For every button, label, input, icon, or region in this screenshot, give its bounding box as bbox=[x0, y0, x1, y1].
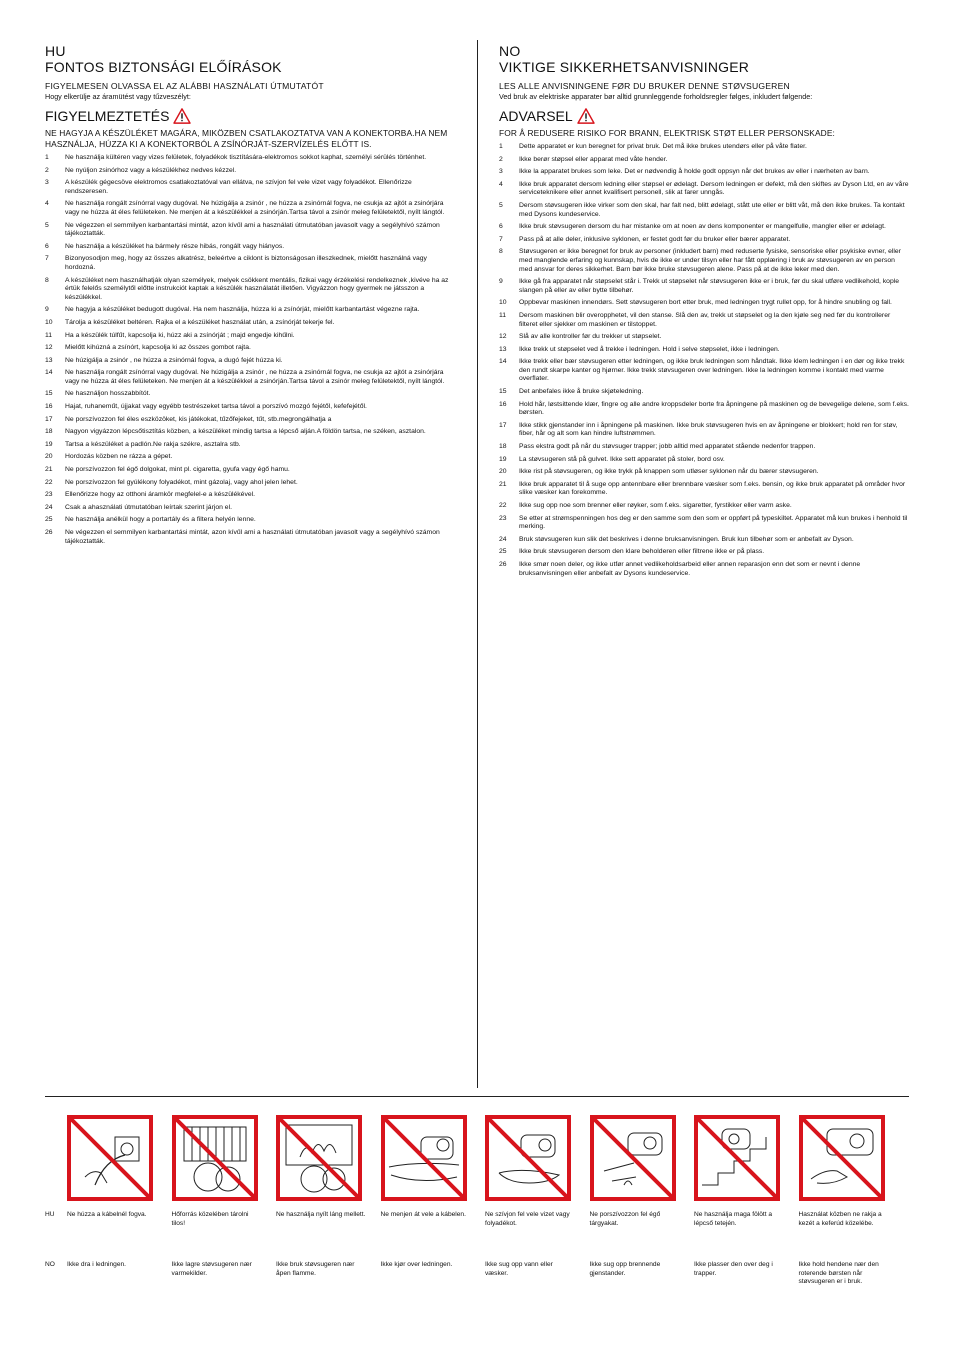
item-text: Bizonyosodjon meg, hogy az összes alkatrész, beleértve a ciklont is biztonságosan illeszkednek, mielőtt használná vagy hordozná. bbox=[65, 255, 427, 271]
item-number: 18 bbox=[45, 428, 53, 436]
item-text: Ikke rist på støvsugeren, og ikke trykk på knappen som utløser syklonen når du bærer støvsugeren. bbox=[519, 468, 819, 476]
list-item bbox=[45, 516, 455, 525]
list-item bbox=[499, 143, 909, 152]
item-number: 4 bbox=[499, 180, 503, 188]
pictogram-caption-no: Ikke lagre støvsugeren nær varmekilder. bbox=[171, 1261, 252, 1277]
item-number: 14 bbox=[45, 369, 53, 377]
list-item bbox=[45, 255, 455, 272]
item-number: 20 bbox=[45, 453, 53, 461]
item-text: Ne végezzen el semmilyen karbantartási mintát, azon kívűl ami a használati útmutatóban javasolt vagy a segélyhívó számon tájékoztatták. bbox=[65, 221, 440, 238]
list-item bbox=[45, 344, 455, 353]
item-number: 16 bbox=[45, 403, 53, 411]
item-text: Hold hår, løstsittende klær, fingre og alle andre kroppsdeler borte fra åpningene på maskinen og de bevegelige delene, som f.eks. børsten. bbox=[519, 400, 909, 417]
burning-objects-icon bbox=[590, 1115, 676, 1201]
item-number: 17 bbox=[45, 415, 53, 423]
item-text: Se etter at strømspenningen hos deg er den samme som den som er oppført på typeskiltet. Apparatet må kun brukes i henhold til merking. bbox=[519, 514, 908, 531]
unplug-by-cord-icon bbox=[67, 1115, 153, 1201]
list-item bbox=[499, 168, 909, 177]
pictogram-caption-hu: Ne szívjon fel vele vizet vagy folyadékot. bbox=[485, 1211, 570, 1227]
item-text: Støvsugeren er ikke beregnet for bruk av personer (inkludert barn) med reduserte fysiske, sensoriske eller psykiske evner, eller med manglende erfaring og kunnskap, hvis de ikke er under tilsyn eller har fått opplæring i bruk av støvsugeren av en person med ansvar for deres sikkerhet. Barn bør ikke bruke støvsugeren alene. Pass på at de ikke leker med den. bbox=[519, 248, 901, 273]
item-number: 11 bbox=[45, 331, 53, 339]
list-item bbox=[45, 479, 455, 488]
item-number: 3 bbox=[499, 168, 503, 176]
item-number: 7 bbox=[499, 235, 503, 243]
item-text: Ellenőrizze hogy az otthoni áramkör megfelel-e a készülékével. bbox=[65, 491, 256, 499]
pictogram-caption-hu: Ne húzza a kábelnél fogva. bbox=[67, 1211, 147, 1218]
item-text: Ikke smør noen deler, og ikke utfør annet vedlikeholdsarbeid eller annen reparasjon enn det som er nevnt i denne bruksanvisningen eller anbefalt av Dysons kundeservice. bbox=[519, 560, 861, 577]
heat-source-icon bbox=[172, 1115, 258, 1201]
list-item bbox=[45, 167, 455, 176]
item-text: Ha a készülék túlfűt, kapcsolja ki, húzz aki a zsínórját ; majd engedje kihűlni. bbox=[65, 331, 295, 339]
item-number: 21 bbox=[45, 466, 53, 474]
item-text: Csak a ahasználati útmutatóban leírtak szerint járjon el. bbox=[65, 503, 232, 511]
item-text: Tárolja a készüléket beltéren. Rajka el a készüléket használat után, a zsínórját tekerje fel. bbox=[65, 318, 335, 326]
hu-section bbox=[45, 44, 455, 550]
list-item bbox=[45, 441, 455, 450]
item-number: 20 bbox=[499, 468, 507, 476]
warning-heading bbox=[45, 108, 455, 124]
list-item bbox=[45, 428, 455, 437]
pictogram-caption-no: Ikke kjør over ledningen. bbox=[380, 1261, 453, 1268]
pictogram-hu-label: HU bbox=[45, 1211, 55, 1218]
item-text: Ikke berør støpsel eller apparat med våte hender. bbox=[519, 155, 668, 163]
item-number: 16 bbox=[499, 400, 507, 408]
item-text: Ne használja kültéren vagy vizes felületek, folyadékok tisztítására-elektromos sokkot kaphat, személyi sérülés történhet. bbox=[65, 154, 427, 161]
list-item bbox=[499, 181, 909, 198]
item-text: Ikke trekk ut støpselet ved å trekke i ledningen. Hold i selve støpselet, ikke i ledningen. bbox=[519, 345, 780, 353]
list-item bbox=[499, 443, 909, 452]
list-item bbox=[45, 306, 455, 315]
list-item bbox=[499, 481, 909, 498]
item-number: 1 bbox=[45, 154, 49, 161]
item-number: 5 bbox=[45, 221, 49, 229]
item-number: 12 bbox=[499, 333, 507, 341]
item-number: 5 bbox=[499, 201, 503, 209]
pictogram-caption-no: Ikke plasser den over deg i trapper. bbox=[694, 1261, 773, 1277]
item-text: La støvsugeren stå på gulvet. Ikke sett apparatet på stoler, bord osv. bbox=[519, 455, 725, 463]
list-item bbox=[45, 222, 455, 239]
list-item bbox=[499, 236, 909, 245]
list-item bbox=[499, 223, 909, 232]
item-text: Dersom støvsugeren ikke virker som den skal, har falt ned, blitt ødelagt, stått ute eller er blitt våt, må den ikke brukes. Ta kontakt med Dysons kundeservice. bbox=[519, 201, 905, 218]
item-text: Dersom maskinen blir overopphetet, vil den stanse. Slå den av, trekk ut støpselet og la den kjøle seg ned før du kontrollerer filteret eller sjekker om maskinen er tilstoppet. bbox=[519, 311, 891, 328]
list-item bbox=[45, 390, 455, 399]
item-number: 24 bbox=[45, 503, 53, 511]
warning-label: ADVARSEL bbox=[499, 108, 573, 124]
pictogram-caption-hu: Ne porszívozzon fel égő tárgyakat. bbox=[589, 1211, 661, 1227]
section-subtitle: FIGYELMESEN OLVASSA EL AZ ALÁBBI HASZNÁLATI ÚTMUTATÓT bbox=[45, 81, 324, 91]
item-text: Dette apparatet er kun beregnet for privat bruk. Det må ikke brukes utendørs eller på våte flater. bbox=[519, 143, 807, 150]
list-item bbox=[499, 536, 909, 545]
list-item bbox=[45, 332, 455, 341]
list-item bbox=[499, 248, 909, 274]
item-text: Ikke gå fra apparatet når støpselet står i. Trekk ut støpselet når støvsugeren ikke er i bruk, før du skal utføre vedlikehold, kople slangen på eller av eller bytte tilbehør. bbox=[519, 278, 900, 294]
item-text: Ikke bruk apparatet dersom ledning eller støpsel er ødelagt. Dersom ledningen er defekt, må den skiftes av Dyson Ltd, en av våre serviceteknikere eller annet kvalifisert personell, slik at farer unngås. bbox=[519, 180, 909, 197]
warning-label: FIGYELMEZTETÉS bbox=[45, 108, 170, 124]
pictogram-caption-hu: Hőforrás közelében tárolni tilos! bbox=[171, 1211, 249, 1227]
item-text: Ne használja anélkül hogy a portartály és a filtera helyén lenne. bbox=[65, 516, 256, 524]
warning-text: NE HAGYJA A KÉSZÜLÉKET MAGÁRA, MIKÖZBEN CSATLAKOZTATVA VAN A KONEKTORBA.HA NEM HASZNÁLJA, HÚZZA KI A KONEKTORBÓL A ZSÍNÓRJÁT-SZERVÍZELÉS ELŐTT IS. bbox=[45, 128, 448, 149]
pictogram-no-label: NO bbox=[45, 1261, 55, 1268]
item-number: 7 bbox=[45, 255, 49, 263]
item-text: Oppbevar maskinen innendørs. Sett støvsugeren bort etter bruk, med ledningen trygt rullet opp, for å hindre snubling og fall. bbox=[519, 299, 892, 307]
list-item bbox=[499, 548, 909, 557]
item-text: Tartsa a készüléket a padlón.Ne rakja székre, asztalra stb. bbox=[65, 440, 241, 448]
open-flame-icon bbox=[276, 1115, 362, 1201]
list-item bbox=[499, 358, 909, 384]
list-item bbox=[499, 346, 909, 355]
item-number: 13 bbox=[499, 345, 507, 353]
item-text: Ne használja rongált zsínórral vagy dugóval. Ne húzigálja a zsinór , ne húzza a zsinórnál fogva, ne csukja az ajtót a zsinórjára vagy ne húzza át éles felületeken. Ne menjen át a készülékkel a zsinórján.Tartsa távol a zsinór meleg felületektől, nyílt lángtól. bbox=[65, 369, 445, 385]
item-number: 15 bbox=[499, 388, 507, 396]
item-text: Bruk støvsugeren kun slik det beskrives i denne bruksanvisningen. Bruk kun tilbehør som er anbefalt av Dyson. bbox=[519, 535, 854, 543]
rotating-brush-hand-icon bbox=[799, 1115, 885, 1201]
list-item bbox=[45, 243, 455, 252]
list-item bbox=[45, 529, 455, 546]
item-number: 8 bbox=[45, 276, 49, 284]
pictogram-caption-no: Ikke sug opp brennende gjenstander. bbox=[589, 1261, 661, 1277]
item-text: Ne porszívozzon fel gyúlékony folyadékot, mint gázolaj, vagy ahol jelen lehet. bbox=[65, 478, 298, 486]
list-item bbox=[499, 278, 909, 295]
item-text: Ne használja rongált zsínórral vagy dugóval. Ne húzigálja a zsinór , ne húzza a zsinórnál fogva, ne csukja az ajtót a zsinórjára vagy ne húzza át éles felületeken. Ne menjen át a készülékkel a zsinórján.Tartsa távol a zsinór meleg felületektől, nyílt lángtól. bbox=[65, 200, 445, 216]
list-item bbox=[45, 277, 455, 303]
item-text: Slå av alle kontroller før du trekker ut støpselet. bbox=[519, 333, 662, 341]
item-text: Pass på at alle deler, inklusive syklonen, er festet godt før du bruker eller bærer apparatet. bbox=[519, 235, 791, 243]
item-text: Ikke sug opp noe som brenner eller røyker, som f.eks. sigaretter, fyrstikker eller varm aske. bbox=[519, 502, 792, 509]
list-item bbox=[45, 319, 455, 328]
list-item bbox=[499, 561, 909, 578]
warning-triangle-icon bbox=[577, 108, 595, 124]
pictogram-caption-no: Ikke sug opp vann eller væsker. bbox=[485, 1261, 553, 1277]
item-number: 9 bbox=[45, 306, 49, 314]
list-item bbox=[499, 388, 909, 397]
item-number: 23 bbox=[499, 514, 507, 522]
item-number: 2 bbox=[499, 155, 503, 163]
section-title: VIKTIGE SIKKERHETSANVISNINGER bbox=[499, 59, 750, 75]
item-text: Ne húzigálja a zsinór , ne húzza a zsinórnál fogva, a dugó fejét húzza ki. bbox=[65, 356, 283, 364]
item-text: A készüléket nem használhatják olyan személyek, melyek csökkent mentális, fizikai vagy érzékelési rendelkeznek ,kivéve ha az értük felelős személytől előtte instrukciót kaptak a készülék használatát illetően. Vigyázzon hogy gyermek ne játsszon a készülékkel. bbox=[65, 276, 449, 301]
warning-triangle-icon bbox=[173, 108, 191, 124]
item-number: 23 bbox=[45, 491, 53, 499]
list-item bbox=[45, 466, 455, 475]
item-number: 18 bbox=[499, 443, 507, 451]
item-number: 24 bbox=[499, 535, 507, 543]
pictogram-divider bbox=[45, 1096, 909, 1097]
item-text: A készülék gégecsöve elektromos csatlakoztatóval van ellátva, ne szívjon fel vele vizet vagy folyadékot. Ellenőrizze rendszeresen. bbox=[65, 179, 412, 195]
language-code: HU bbox=[45, 43, 66, 59]
item-number: 11 bbox=[499, 311, 507, 319]
item-number: 15 bbox=[45, 390, 53, 398]
item-text: Ikke bruk støvsugeren dersom du har mistanke om at noen av dens komponenter er mangelfulle, mangler eller er ødelagt. bbox=[519, 223, 886, 231]
list-item bbox=[499, 202, 909, 219]
safety-list bbox=[499, 143, 909, 578]
list-item bbox=[499, 333, 909, 342]
pictogram-caption-hu: Ne menjen át vele a kábelen. bbox=[380, 1211, 466, 1218]
pictogram-caption-no: Ikke bruk støvsugeren nær åpen flamme. bbox=[276, 1261, 355, 1277]
item-number: 22 bbox=[499, 502, 507, 509]
item-number: 26 bbox=[499, 560, 507, 568]
list-item bbox=[45, 369, 455, 386]
item-text: Hordozás közben ne rázza a gépet. bbox=[65, 453, 173, 461]
item-number: 25 bbox=[45, 516, 53, 524]
list-item bbox=[45, 504, 455, 513]
list-item bbox=[45, 416, 455, 425]
section-intro: Hogy elkerülje az áramütést vagy tűzveszélyt: bbox=[45, 92, 191, 101]
item-text: Ne nyúljon zsinórhoz vagy a készülékhez nedves kézzel. bbox=[65, 166, 237, 174]
section-subtitle: LES ALLE ANVISNINGENE FØR DU BRUKER DENNE STØVSUGEREN bbox=[499, 81, 790, 91]
list-item bbox=[499, 456, 909, 465]
section-intro: Ved bruk av elektriske apparater bør alltid grunnleggende forholdsregler følges, inkludert følgende: bbox=[499, 92, 813, 101]
item-text: Ne használjon hosszabbítót. bbox=[65, 390, 151, 398]
item-text: Ikke stikk gjenstander inn i åpningene på maskinen. Ikke bruk støvsugeren hvis en av åpningene er blokkert; hold ren for støv, fiber, hår og alt som kan hindre luftstrømmen. bbox=[519, 421, 898, 438]
item-text: Ne végezzen el semmilyen karbantartási mintát, azon kívűl ami a használati útmutatóban javasolt vagy a segélyhívó számon tájékoztatták. bbox=[65, 529, 440, 545]
item-text: Ikke la apparatet brukes som leke. Det er nødvendig å holde godt oppsyn når det brukes av eller i nærheten av barn. bbox=[519, 168, 870, 176]
item-number: 1 bbox=[499, 143, 503, 150]
item-number: 10 bbox=[499, 299, 507, 307]
warning-text: FOR Å REDUSERE RISIKO FOR BRANN, ELEKTRISK STØT ELLER PERSONSKADE: bbox=[499, 128, 835, 138]
item-number: 21 bbox=[499, 480, 507, 488]
column-divider bbox=[477, 40, 478, 388]
list-item bbox=[499, 299, 909, 308]
stairs-above-icon bbox=[694, 1115, 780, 1201]
safety-list bbox=[45, 154, 455, 546]
list-item bbox=[499, 401, 909, 418]
list-item bbox=[45, 357, 455, 366]
item-number: 17 bbox=[499, 421, 507, 429]
item-number: 2 bbox=[45, 166, 49, 174]
list-item bbox=[499, 515, 909, 532]
section-title: FONTOS BIZTONSÁGI ELŐÍRÁSOK bbox=[45, 59, 282, 75]
item-text: Ne hagyja a készüléket bedugott dugóval. Ha nem használja, húzza ki a zsínórját, mielőtt karbantartást végezne rajta. bbox=[65, 306, 420, 314]
item-number: 12 bbox=[45, 344, 53, 352]
list-item bbox=[45, 453, 455, 462]
list-item bbox=[499, 312, 909, 329]
item-number: 22 bbox=[45, 478, 53, 486]
item-number: 9 bbox=[499, 278, 503, 286]
language-code: NO bbox=[499, 43, 521, 59]
item-text: Ikke bruk støvsugeren dersom den klare beholderen eller filtrene ikke er på plass. bbox=[519, 548, 765, 556]
list-item bbox=[45, 179, 455, 196]
item-text: Ne használja a készüléket ha bármely része hibás, rongált vagy hiányos. bbox=[65, 242, 285, 250]
item-number: 6 bbox=[45, 242, 49, 250]
column-divider-lower bbox=[477, 388, 478, 1088]
item-number: 6 bbox=[499, 223, 503, 231]
warning-heading bbox=[499, 108, 909, 124]
item-text: Ikke trekk eller bær støvsugeren etter ledningen, og ikke bruk ledningen som håndtak. Ikke klem ledningen i en dør og ikke trekk den rundt skarpe kanter og hjørner. Ikke trekk støvsugeren over ledningen. Ikke la ledningen komme i kontakt med varme overflater. bbox=[519, 358, 905, 383]
pictogram-caption-no: Ikke dra i ledningen. bbox=[67, 1261, 127, 1268]
list-item bbox=[45, 403, 455, 412]
item-number: 3 bbox=[45, 179, 49, 187]
item-text: Ikke bruk apparatet til å suge opp antennbare eller brennbare væsker som f.eks. bensin, og ikke bruk apparatet på områder hvor slike væsker kan forekomme. bbox=[519, 480, 906, 497]
list-item bbox=[45, 491, 455, 500]
item-number: 8 bbox=[499, 248, 503, 256]
pictogram-caption-hu: Ne használja nyílt láng mellett. bbox=[276, 1211, 366, 1218]
item-text: Mielőtt kihúzná a zsínórt, kapcsolja ki az összes gombot rajta. bbox=[65, 344, 251, 352]
item-number: 14 bbox=[499, 358, 507, 366]
item-text: Ne porszívozzon fel éles eszközöket, kis játékokat, tűzőfejeket, tűt, stb.megrongálhatja a bbox=[65, 415, 332, 423]
list-item bbox=[499, 422, 909, 439]
item-text: Pass ekstra godt på når du støvsuger trapper; jobb alltid med apparatet stående nedenfor trappen. bbox=[519, 443, 816, 451]
item-number: 19 bbox=[45, 440, 53, 448]
no-section bbox=[499, 44, 909, 582]
item-text: Nagyon vigyázzon lépcsőtisztítás közben, a készüléket mindig tartsa a lépcső alján.A földön tartsa, ne széken, asztalon. bbox=[65, 428, 426, 436]
item-text: Hajat, ruhaneműt, újjakat vagy egyébb testrészeket tartsa távol a porszívó mozgó fejétől, kefefejétől. bbox=[65, 403, 367, 411]
item-number: 25 bbox=[499, 548, 507, 556]
item-number: 13 bbox=[45, 356, 53, 364]
item-text: Ne porszívozzon fel égő dolgokat, mint pl. cigaretta, gyufa vagy égő hamu. bbox=[65, 466, 290, 474]
list-item bbox=[499, 156, 909, 165]
liquid-suction-icon bbox=[485, 1115, 571, 1201]
list-item bbox=[499, 502, 909, 511]
list-item bbox=[45, 200, 455, 217]
item-number: 10 bbox=[45, 318, 53, 326]
list-item bbox=[499, 468, 909, 477]
item-number: 4 bbox=[45, 200, 49, 208]
item-number: 19 bbox=[499, 455, 507, 463]
item-text: Det anbefales ikke å bruke skjøteledning. bbox=[519, 388, 644, 396]
pictogram-caption-hu: Ne használja maga fölött a lépcső tetején. bbox=[694, 1211, 773, 1227]
pictogram-caption-no: Ikke hold hendene nær den roterende børsten når støvsugeren er i bruk. bbox=[798, 1261, 879, 1286]
pictogram-caption-hu: Használat közben ne rakja a kezét a keferúd közelébe. bbox=[798, 1211, 882, 1227]
run-over-cable-icon bbox=[381, 1115, 467, 1201]
list-item bbox=[45, 154, 455, 163]
item-number: 26 bbox=[45, 529, 53, 536]
